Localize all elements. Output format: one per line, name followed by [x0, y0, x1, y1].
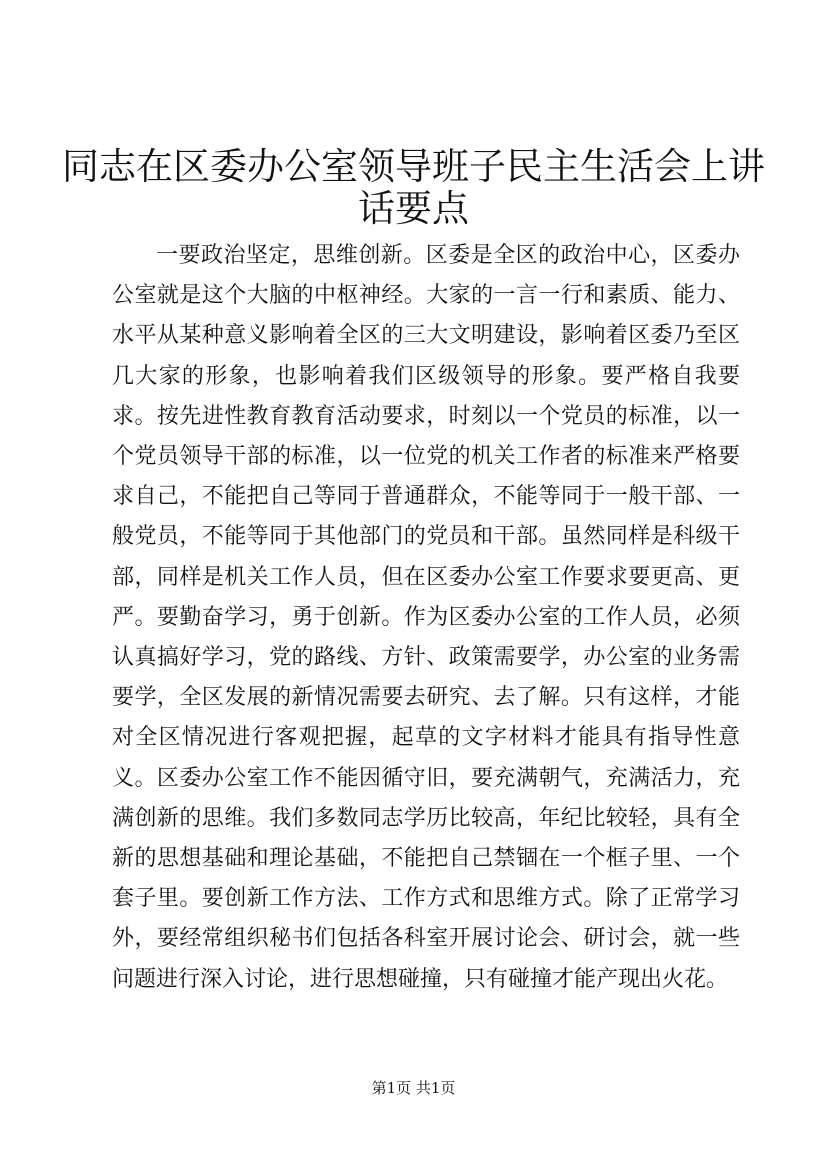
- document-title: 同志在区委办公室领导班子民主生活会上讲话要点: [62, 145, 765, 230]
- body-paragraph: 一要政治坚定，思维创新。区委是全区的政治中心，区委办公室就是这个大脑的中枢神经。大家的一言一行和素质、能力、水平从某种意义影响着全区的三大文明建设，影响着区委乃至区几大家的形象，也影响着我们区级领导的形象。要严格自我要求。按先进性教育教育活动要求，时刻以一个党员的标准，以一个党员领导干部的标准，以一位党的机关工作者的标准来严格要求自己，不能把自己等同于普通群众，不能等同于一般干部、一般党员，不能等同于其他部门的党员和干部。虽然同样是科级干部，同样是机关工作人员，但在区委办公室工作要求要更高、更严。要勤奋学习，勇于创新。作为区委办公室的工作人员，必须认真搞好学习，党的路线、方针、政策需要学，办公室的业务需要学，全区发展的新情况需要去研究、去了解。只有这样，才能对全区情况进行客观把握，起草的文字材料才能具有指导性意义。区委办公室工作不能因循守旧，要充满朝气，充满活力，充满创新的思维。我们多数同志学历比较高，年纪比较轻，具有全新的思想基础和理论基础，不能把自己禁锢在一个框子里、一个套子里。要创新工作方法、工作方式和思维方式。除了正常学习外，要经常组织秘书们包括各科室开展讨论会、研讨会，就一些问题进行深入讨论，进行思想碰撞，只有碰撞才能产现出火花。: [112, 243, 740, 992]
- page-footer: 第1页 共1页: [371, 1079, 456, 1097]
